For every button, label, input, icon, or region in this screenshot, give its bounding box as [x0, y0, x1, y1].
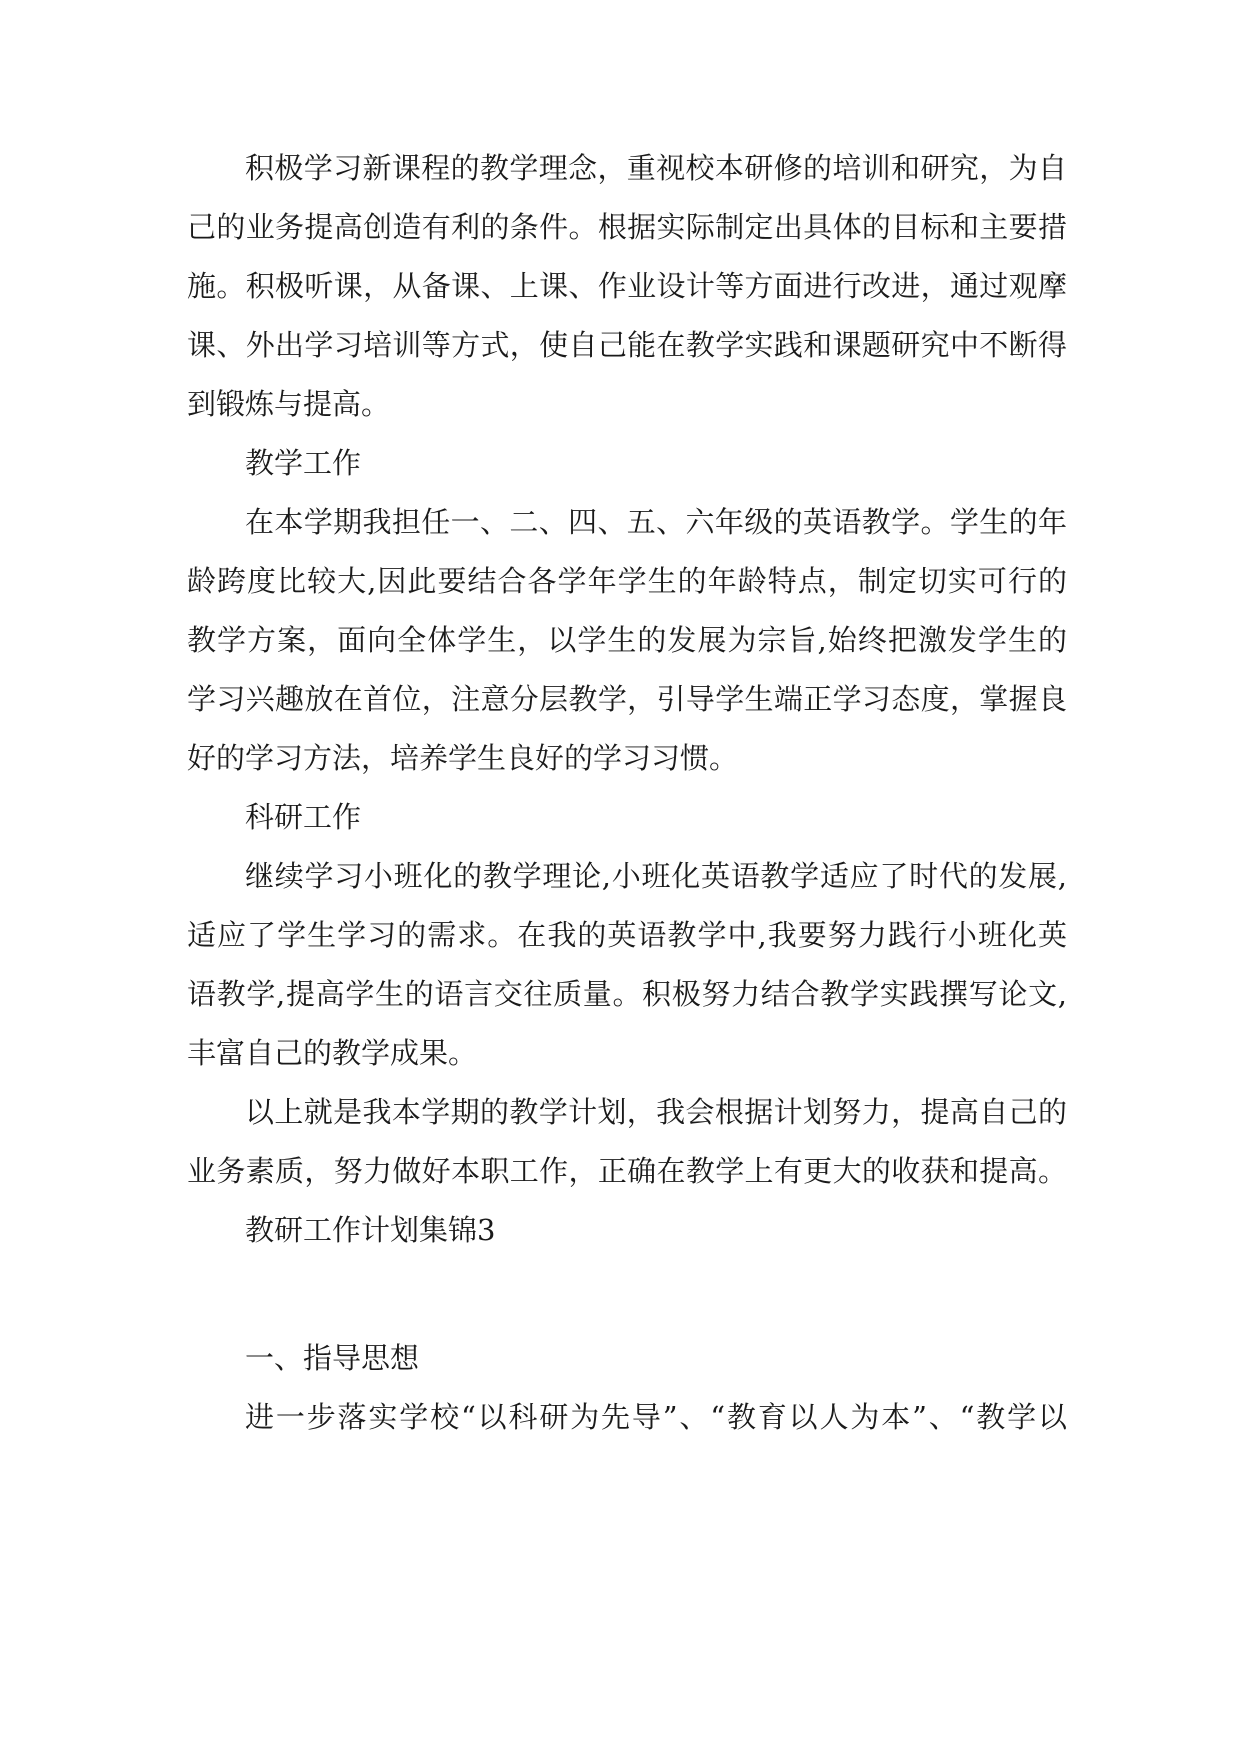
section-heading: 教学工作	[245, 446, 362, 480]
paragraph-line: 在本学期我担任一、二、四、五、六年级的英语教学。学生的年	[245, 505, 1067, 539]
section-heading: 教研工作计划集锦3	[245, 1213, 496, 1247]
paragraph-line: 课、外出学习培训等方式，使自己能在教学实践和课题研究中不断得	[187, 328, 1067, 362]
paragraph-line: 丰富自己的教学成果。	[187, 1036, 478, 1070]
paragraph-line: 语教学,提高学生的语言交往质量。积极努力结合教学实践撰写论文,	[187, 977, 1067, 1011]
paragraph-line: 施。积极听课，从备课、上课、作业设计等方面进行改进，通过观摩	[187, 269, 1067, 303]
paragraph-line: 进一步落实学校“以科研为先导”、“教育以人为本”、“教学以	[245, 1400, 1067, 1434]
paragraph-line: 业务素质，努力做好本职工作，正确在教学上有更大的收获和提高。	[187, 1154, 1067, 1188]
section-heading: 科研工作	[245, 800, 362, 834]
section-heading: 一、指导思想	[245, 1341, 420, 1375]
paragraph-line: 己的业务提高创造有利的条件。根据实际制定出具体的目标和主要措	[187, 210, 1067, 244]
paragraph-line: 积极学习新课程的教学理念，重视校本研修的培训和研究，为自	[245, 151, 1067, 185]
paragraph-line: 龄跨度比较大,因此要结合各学年学生的年龄特点，制定切实可行的	[187, 564, 1067, 598]
paragraph-line: 继续学习小班化的教学理论,小班化英语教学适应了时代的发展,	[245, 859, 1067, 893]
paragraph-line: 适应了学生学习的需求。在我的英语教学中,我要努力践行小班化英	[187, 918, 1067, 952]
paragraph-line: 到锻炼与提高。	[187, 387, 391, 421]
paragraph-line: 好的学习方法，培养学生良好的学习习惯。	[187, 741, 739, 775]
paragraph-line: 学习兴趣放在首位，注意分层教学，引导学生端正学习态度，掌握良	[187, 682, 1067, 716]
paragraph-line: 教学方案，面向全体学生，以学生的发展为宗旨,始终把激发学生的	[187, 623, 1067, 657]
paragraph-line: 以上就是我本学期的教学计划，我会根据计划努力，提高自己的	[245, 1095, 1067, 1129]
